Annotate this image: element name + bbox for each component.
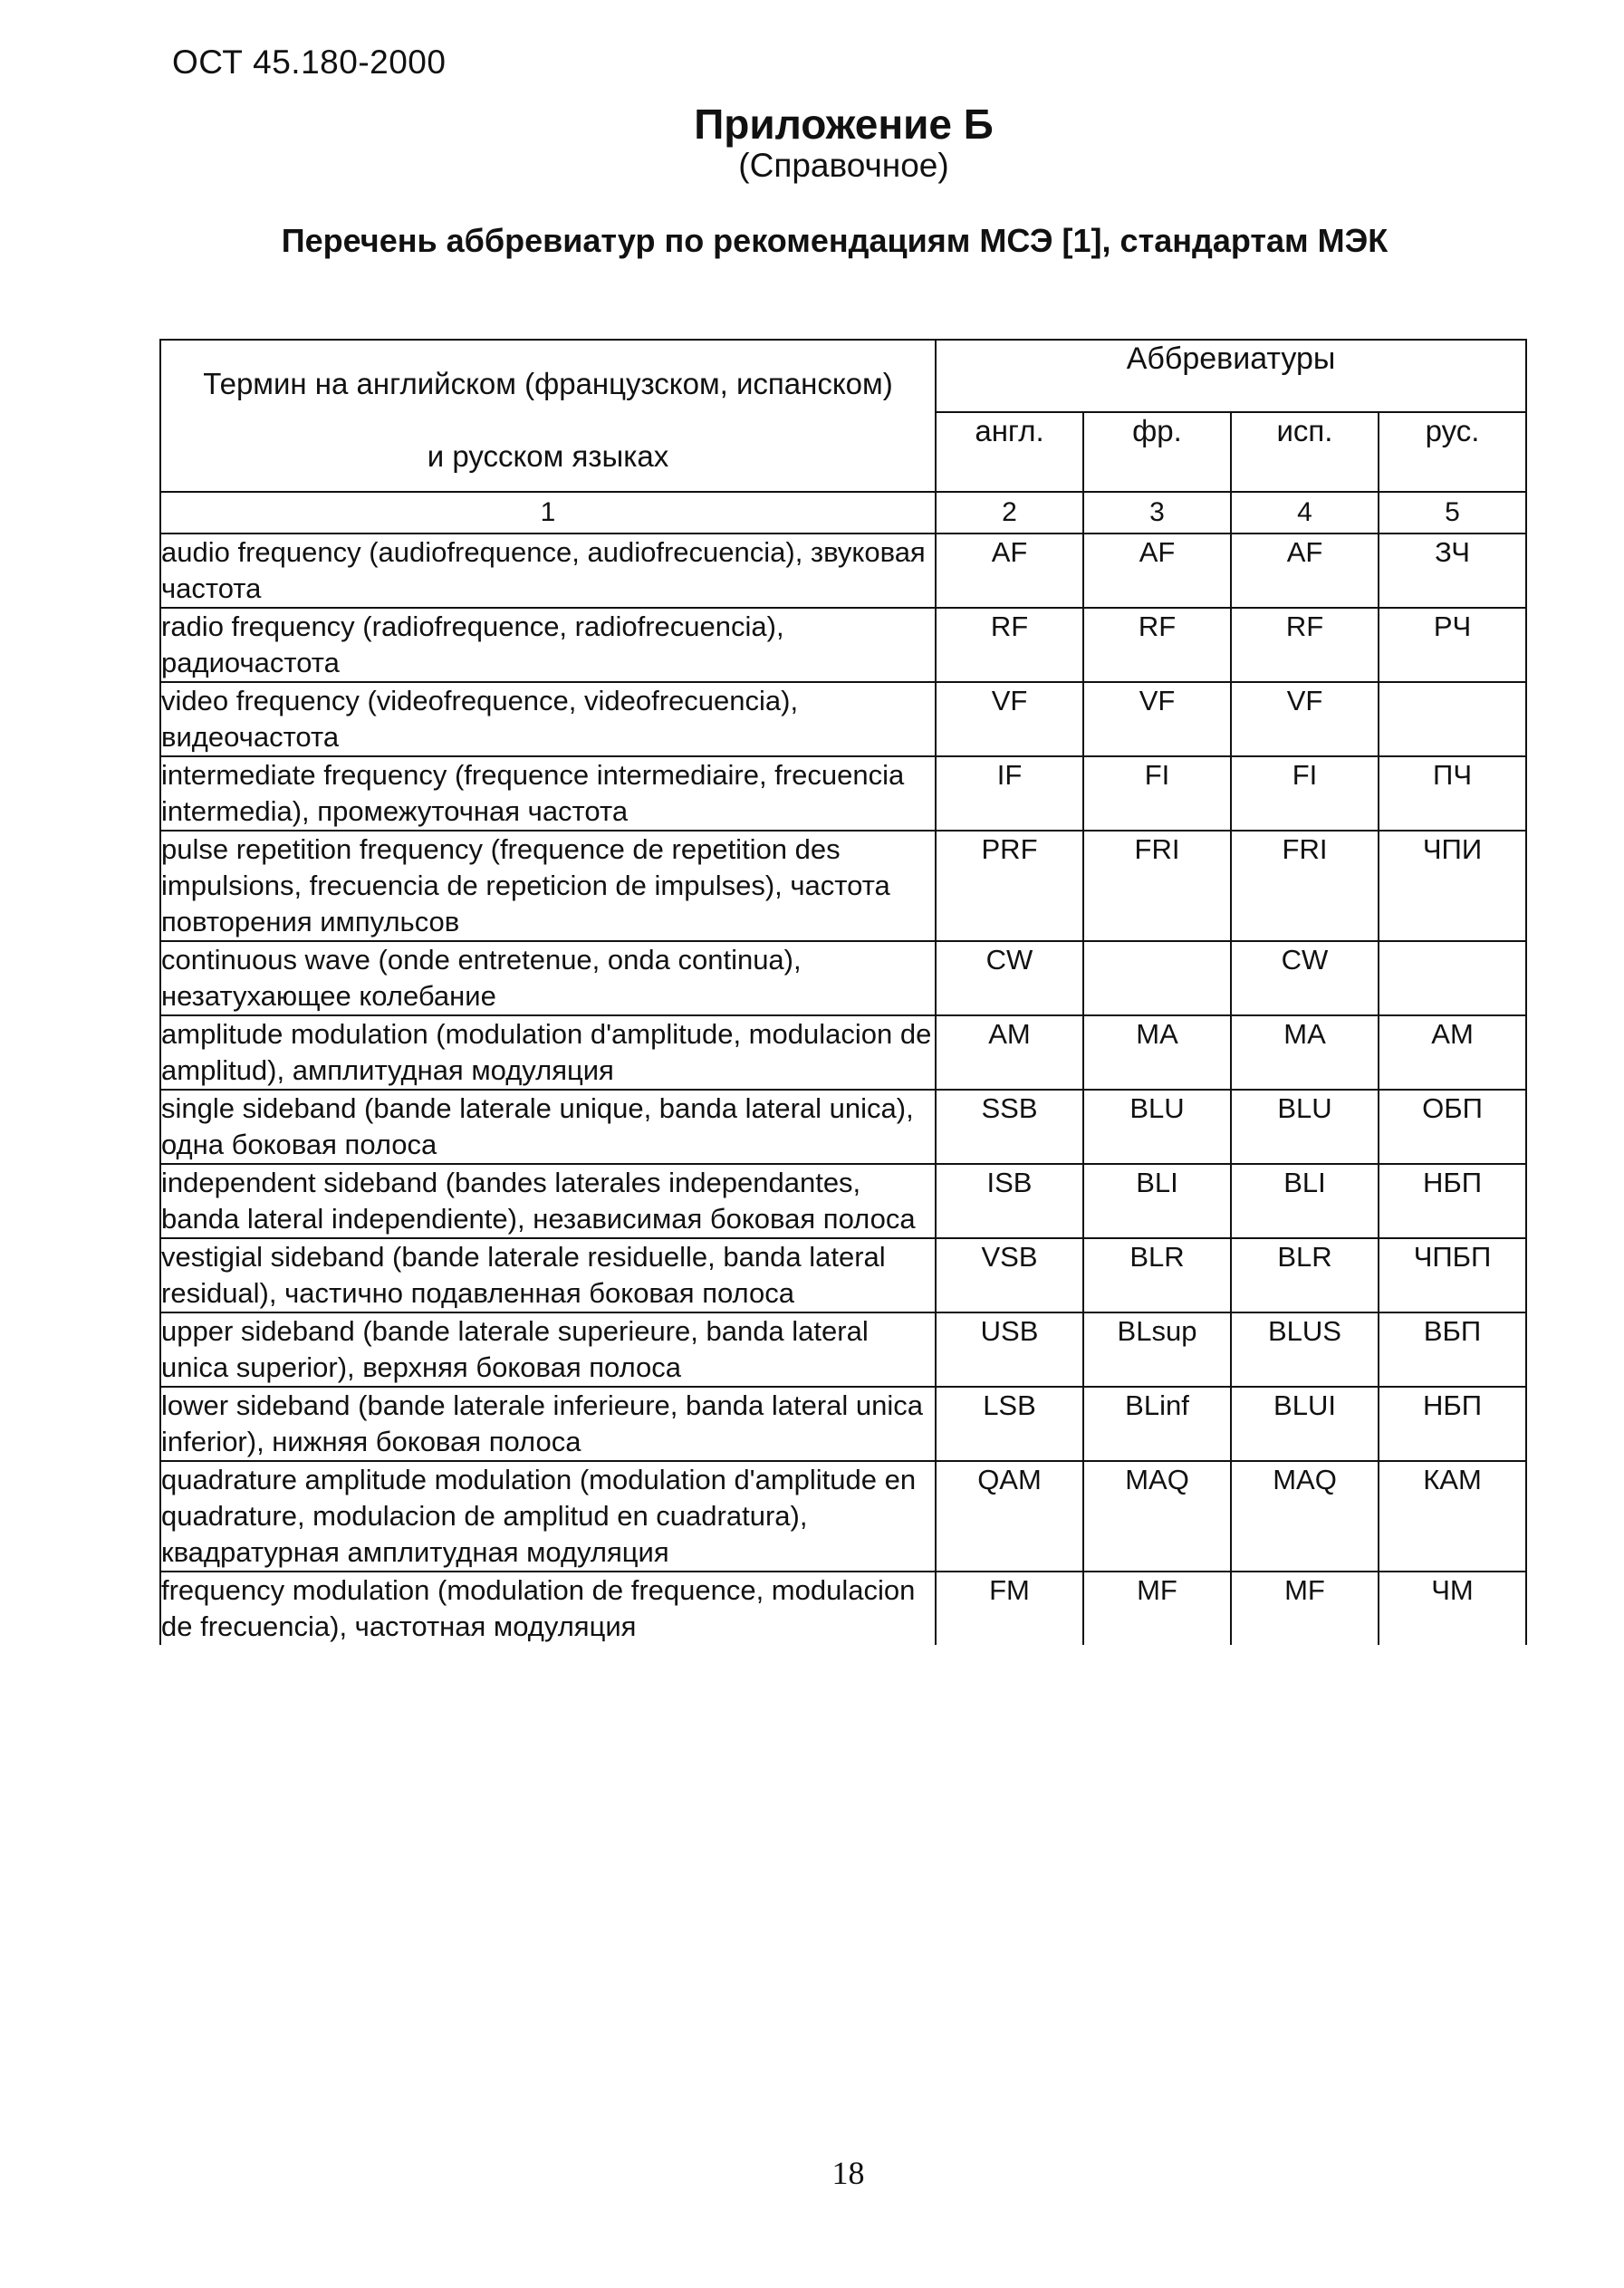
term-cell: vestigial sideband (bande laterale residuelle, banda lateral residual), частично подавленная боковая полоса	[160, 1238, 936, 1312]
term-cell: video frequency (videofrequence, videofrecuencia), видеочастота	[160, 682, 936, 756]
abbr-en-cell: ISB	[936, 1164, 1083, 1238]
abbr-en-cell: AM	[936, 1015, 1083, 1090]
abbr-fr-cell: MA	[1083, 1015, 1231, 1090]
table-row	[160, 1312, 1526, 1387]
abbr-fr-cell: MF	[1083, 1572, 1231, 1645]
abbr-fr-cell: BLR	[1083, 1238, 1231, 1312]
appendix-title: Приложение Б	[694, 101, 994, 148]
column-number: 5	[1379, 492, 1526, 534]
abbr-es-cell: VF	[1231, 682, 1379, 756]
abbr-es-cell: BLUI	[1231, 1387, 1379, 1461]
abbr-ru-cell: НБП	[1379, 1164, 1526, 1238]
table-body	[160, 492, 1526, 1645]
abbr-fr-cell: VF	[1083, 682, 1231, 756]
column-number: 3	[1083, 492, 1231, 534]
abbr-fr-cell: BLsup	[1083, 1312, 1231, 1387]
abbr-fr-cell: BLI	[1083, 1164, 1231, 1238]
table-row	[160, 1090, 1526, 1164]
lang-header-ru: рус.	[1379, 412, 1526, 492]
term-cell: audio frequency (audiofrequence, audiofrecuencia), звуковая частота	[160, 534, 936, 608]
abbreviations-header: Аббревиатуры	[936, 340, 1526, 412]
abbr-ru-cell: ОБП	[1379, 1090, 1526, 1164]
abbr-es-cell: AF	[1231, 534, 1379, 608]
abbr-es-cell: BLR	[1231, 1238, 1379, 1312]
abbr-en-cell: QAM	[936, 1461, 1083, 1572]
term-header-line1: Термин на английском (французском, испанском)	[203, 367, 893, 400]
table-row	[160, 831, 1526, 941]
abbr-en-cell: IF	[936, 756, 1083, 831]
page-number: 18	[831, 2155, 865, 2191]
table-row	[160, 941, 1526, 1015]
term-cell: quadrature amplitude modulation (modulation d'amplitude en quadrature, modulacion de amplitud en cuadratura), квадратурная амплитудная модуляция	[160, 1461, 936, 1572]
list-title: Перечень аббревиатур по рекомендациям МСЭ [1], стандартам МЭК	[281, 222, 1389, 259]
abbr-ru-cell: КАМ	[1379, 1461, 1526, 1572]
abbr-es-cell: BLI	[1231, 1164, 1379, 1238]
table-row	[160, 534, 1526, 608]
term-cell: intermediate frequency (frequence intermediaire, frecuencia intermedia), промежуточная частота	[160, 756, 936, 831]
term-cell: frequency modulation (modulation de frequence, modulacion de frecuencia), частотная модуляция	[160, 1572, 936, 1645]
lang-header-es: исп.	[1231, 412, 1379, 492]
term-cell: amplitude modulation (modulation d'amplitude, modulacion de amplitud), амплитудная модуляция	[160, 1015, 936, 1090]
abbr-fr-cell: FRI	[1083, 831, 1231, 941]
table-row	[160, 682, 1526, 756]
abbr-ru-cell: ЗЧ	[1379, 534, 1526, 608]
abbr-fr-cell: FI	[1083, 756, 1231, 831]
term-cell: single sideband (bande laterale unique, banda lateral unica), одна боковая полоса	[160, 1090, 936, 1164]
abbr-es-cell: MA	[1231, 1015, 1379, 1090]
abbr-ru-cell: ЧПБП	[1379, 1238, 1526, 1312]
abbr-es-cell: BLU	[1231, 1090, 1379, 1164]
abbr-ru-cell: AM	[1379, 1015, 1526, 1090]
abbr-fr-cell	[1083, 941, 1231, 1015]
abbr-ru-cell: РЧ	[1379, 608, 1526, 682]
abbr-es-cell: MF	[1231, 1572, 1379, 1645]
column-number: 2	[936, 492, 1083, 534]
abbr-ru-cell: ВБП	[1379, 1312, 1526, 1387]
lang-header-fr: фр.	[1083, 412, 1231, 492]
abbr-en-cell: FM	[936, 1572, 1083, 1645]
table-row	[160, 1572, 1526, 1645]
term-cell: continuous wave (onde entretenue, onda continua), незатухающее колебание	[160, 941, 936, 1015]
abbr-en-cell: PRF	[936, 831, 1083, 941]
table-row	[160, 1164, 1526, 1238]
term-cell: radio frequency (radiofrequence, radiofrecuencia), радиочастота	[160, 608, 936, 682]
abbr-ru-cell: ПЧ	[1379, 756, 1526, 831]
abbr-en-cell: RF	[936, 608, 1083, 682]
abbr-es-cell: FI	[1231, 756, 1379, 831]
term-cell: pulse repetition frequency (frequence de repetition des impulsions, frecuencia de repeticion de impulses), частота повторения импульсов	[160, 831, 936, 941]
table-row	[160, 1238, 1526, 1312]
abbr-es-cell: BLUS	[1231, 1312, 1379, 1387]
abbr-ru-cell: ЧМ	[1379, 1572, 1526, 1645]
column-number: 4	[1231, 492, 1379, 534]
abbr-en-cell: AF	[936, 534, 1083, 608]
abbr-fr-cell: RF	[1083, 608, 1231, 682]
abbr-fr-cell: AF	[1083, 534, 1231, 608]
abbr-fr-cell: MAQ	[1083, 1461, 1231, 1572]
document-code: ОСТ 45.180-2000	[172, 43, 447, 81]
abbr-ru-cell: НБП	[1379, 1387, 1526, 1461]
term-header-line2: и русском языках	[427, 439, 669, 473]
table-row	[160, 1387, 1526, 1461]
term-cell: lower sideband (bande laterale inferieure, banda lateral unica inferior), нижняя боковая полоса	[160, 1387, 936, 1461]
abbr-en-cell: VF	[936, 682, 1083, 756]
term-column-header	[160, 340, 936, 492]
lang-header-en: англ.	[936, 412, 1083, 492]
term-cell: independent sideband (bandes laterales independantes, banda lateral independiente), независимая боковая полоса	[160, 1164, 936, 1238]
abbr-ru-cell	[1379, 941, 1526, 1015]
abbr-fr-cell: BLU	[1083, 1090, 1231, 1164]
abbr-es-cell: MAQ	[1231, 1461, 1379, 1572]
abbr-es-cell: RF	[1231, 608, 1379, 682]
table-row	[160, 1015, 1526, 1090]
column-number: 1	[160, 492, 936, 534]
abbr-en-cell: CW	[936, 941, 1083, 1015]
table-row	[160, 756, 1526, 831]
abbreviation-table	[159, 339, 1527, 1645]
abbr-en-cell: VSB	[936, 1238, 1083, 1312]
abbr-ru-cell: ЧПИ	[1379, 831, 1526, 941]
appendix-type: (Справочное)	[738, 147, 949, 184]
abbr-es-cell: CW	[1231, 941, 1379, 1015]
column-number-row	[160, 492, 1526, 534]
abbr-fr-cell: BLinf	[1083, 1387, 1231, 1461]
abbr-en-cell: SSB	[936, 1090, 1083, 1164]
abbr-ru-cell	[1379, 682, 1526, 756]
abbr-en-cell: LSB	[936, 1387, 1083, 1461]
term-cell: upper sideband (bande laterale superieure, banda lateral unica superior), верхняя боковая полоса	[160, 1312, 936, 1387]
table-row	[160, 1461, 1526, 1572]
abbr-es-cell: FRI	[1231, 831, 1379, 941]
abbr-en-cell: USB	[936, 1312, 1083, 1387]
table-row	[160, 608, 1526, 682]
